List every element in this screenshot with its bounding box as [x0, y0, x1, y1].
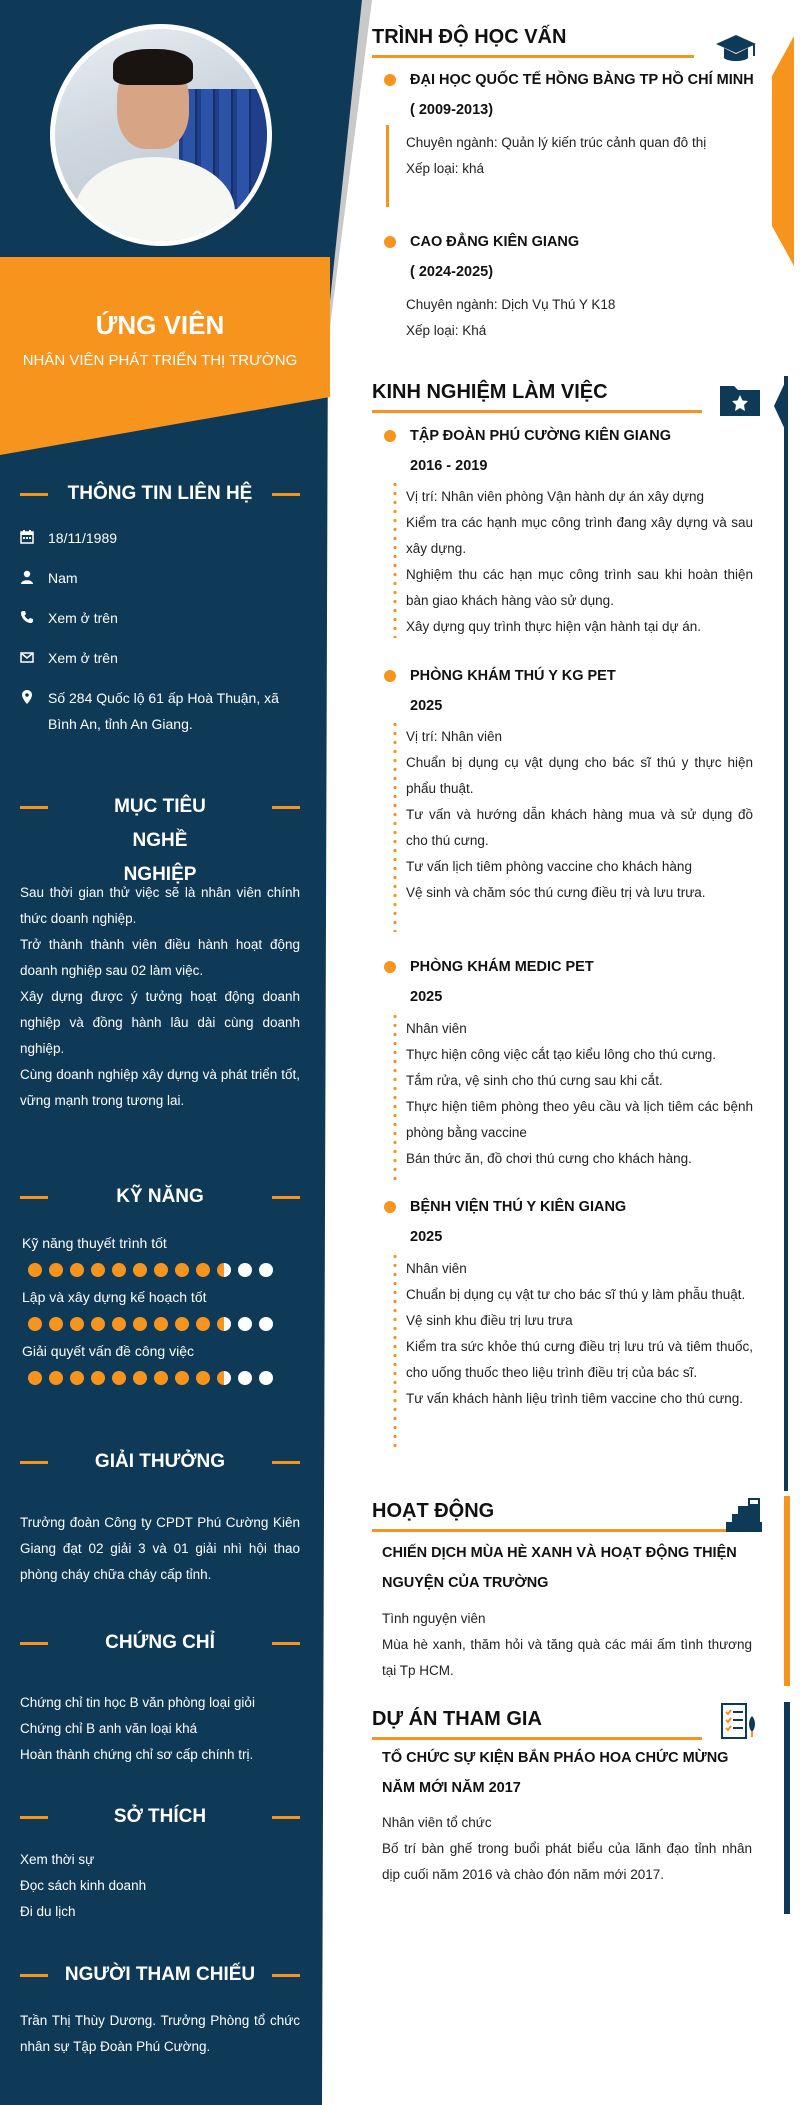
skill-dot	[112, 1317, 126, 1331]
entry-bullet	[384, 961, 396, 973]
avatar	[50, 24, 272, 246]
skill-dot	[238, 1317, 252, 1331]
experience-period: 2025	[410, 698, 443, 714]
skill-dot	[133, 1263, 147, 1277]
skill-dot	[238, 1371, 252, 1385]
activity-title: CHIẾN DỊCH MÙA HÈ XANH VÀ HOẠT ĐỘNG THIỆN NGUYỆN CỦA TRƯỜNG	[382, 1545, 737, 1591]
experience-details: Nhân viên Thực hiện công việc cắt tạo kiểu lông cho thú cưng. Tắm rửa, vệ sinh cho thú cưng sau khi cắt. Thực hiện tiêm phòng theo yêu cầu và lịch tiêm các bệnh phòng bằng vaccine Bán thức ăn, đồ chơi thú cưng cho khách hàng.	[406, 1021, 753, 1166]
entry-dotted-line	[393, 1252, 397, 1452]
phone-value[interactable]: Xem ở trên	[48, 610, 118, 626]
skill-dot	[217, 1371, 231, 1385]
skill-dot	[91, 1371, 105, 1385]
skill-dot	[196, 1317, 210, 1331]
objective-heading: MỤC TIÊU NGHỀ NGHIỆP	[20, 790, 300, 892]
skill-dot	[196, 1371, 210, 1385]
skill-dot	[175, 1371, 189, 1385]
email-value[interactable]: Xem ở trên	[48, 650, 118, 666]
experience-company: BỆNH VIỆN THÚ Y KIÊN GIANG	[410, 1199, 627, 1215]
entry-dotted-line	[393, 1012, 397, 1182]
education-period: ( 2009-2013)	[410, 102, 494, 118]
skill-dot	[70, 1371, 84, 1385]
education-details: Chuyên ngành: Dịch Vụ Thú Y K18 Xếp loại: Khá	[406, 297, 616, 338]
project-title: TỔ CHỨC SỰ KIỆN BẮN PHÁO HOA CHỨC MỪNG NĂM MỚI NĂM 2017	[382, 1750, 729, 1796]
experience-details: Nhân viên Chuẩn bị dụng cụ vật tư cho bác sĩ thú y làm phẫu thuật. Vệ sinh khu điều trị lưu trưa Kiểm tra sức khỏe thú cưng điều trị lưu trú và tiêm thuốc, cho uống thuốc theo liệu trình điều trị của bác sĩ. Tư vấn khách hành liệu trình tiêm vaccine cho thú cưng.	[406, 1261, 753, 1406]
experience-period: 2025	[410, 989, 443, 1005]
skill-dot	[154, 1371, 168, 1385]
skills-heading: KỸ NĂNG	[20, 1180, 300, 1214]
skill-dot	[259, 1371, 273, 1385]
skill-dot	[70, 1263, 84, 1277]
skill-dot	[28, 1263, 42, 1277]
experience-company: TẬP ĐOÀN PHÚ CƯỜNG KIÊN GIANG	[410, 428, 671, 444]
section-rule	[372, 1737, 702, 1740]
address-row	[20, 685, 310, 737]
experience-heading: KINH NGHIỆM LÀM VIỆC	[372, 381, 608, 403]
section-rule	[372, 1529, 732, 1532]
entry-dotted-line	[393, 480, 397, 638]
certificates-text: Chứng chỉ tin học B văn phòng loại giỏi Chứng chỉ B anh văn loại khá Hoàn thành chứng chỉ sơ cấp chính trị.	[20, 1695, 255, 1762]
projects-heading: DỰ ÁN THAM GIA	[372, 1708, 542, 1730]
experience-company: PHÒNG KHÁM THÚ Y KG PET	[410, 668, 616, 684]
skill-dot	[217, 1263, 231, 1277]
awards-heading: GIẢI THƯỞNG	[20, 1445, 300, 1479]
profile-photo	[55, 29, 267, 241]
objective-text: Sau thời gian thử việc sẽ là nhân viên chính thức doanh nghiệp. Trở thành thành viên điều hành hoạt động doanh nghiệp sau 02 làm việc. Xây dựng được ý tưởng hoạt động doanh nghiệp và đồng hành lâu dài cùng doanh nghiệp. Cùng doanh nghiệp xây dựng và phát triển tốt, vững mạnh trong tương lai.	[20, 885, 300, 1108]
gender-value: Nam	[48, 570, 78, 586]
education-school: ĐẠI HỌC QUỐC TẾ HỒNG BÀNG TP HỒ CHÍ MINH	[410, 72, 754, 88]
certificates-heading: CHỨNG CHỈ	[20, 1626, 300, 1660]
entry-dotted-line	[393, 720, 397, 932]
section-rule	[372, 55, 694, 58]
entry-line	[386, 125, 389, 207]
hobbies-heading: SỞ THÍCH	[20, 1800, 300, 1834]
skill-dot	[49, 1263, 63, 1277]
skill-label: Giải quyết vấn đề công việc	[22, 1343, 194, 1359]
education-details: Chuyên ngành: Quản lý kiến trúc cảnh quan đô thị Xếp loại: khá	[406, 135, 707, 176]
skill-dot	[49, 1317, 63, 1331]
activity-details: Tình nguyện viên Mùa hè xanh, thăm hỏi và tăng quà các mái ấm tình thương tại Tp HCM.	[382, 1611, 752, 1678]
skill-dot	[133, 1371, 147, 1385]
address-value: Số 284 Quốc lộ 61 ấp Hoà Thuận, xã Bình An, tỉnh An Giang.	[48, 690, 279, 732]
entry-bullet	[384, 74, 396, 86]
skill-dot	[112, 1371, 126, 1385]
email-row	[20, 645, 310, 671]
calendar-icon	[20, 530, 34, 544]
experience-side-bar	[784, 376, 788, 1491]
podium-icon	[722, 1496, 766, 1536]
skill-dot	[91, 1317, 105, 1331]
skill-dot	[154, 1263, 168, 1277]
experience-details: Vị trí: Nhân viên phòng Vận hành dự án xây dựng Kiểm tra các hạnh mục công trình đang xây dựng và sau xây dựng. Nghiệm thu các hạn mục công trình sau khi hoàn thiện bàn giao khách hàng vào sử dụng. Xây dựng quy trình thực hiện vận hành tại dự án.	[406, 489, 753, 634]
skill-dot	[70, 1317, 84, 1331]
experience-period: 2016 - 2019	[410, 458, 488, 474]
experience-details: Vị trí: Nhân viên Chuẩn bị dụng cụ vật dụng cho bác sĩ thú y thực hiện phẩu thuật. Tư vấn và hướng dẫn khách hàng mua và sử dụng đồ cho thú cưng. Tư vấn lịch tiêm phòng vaccine cho khách hàng Vệ sinh và chăm sóc thú cưng điều trị và lưu trưa.	[406, 729, 753, 900]
education-heading: TRÌNH ĐỘ HỌC VẤN	[372, 26, 567, 48]
mail-icon	[20, 650, 34, 664]
skill-dot	[196, 1263, 210, 1277]
skill-dot	[28, 1371, 42, 1385]
experience-period: 2025	[410, 1229, 443, 1245]
education-school: CAO ĐẲNG KIÊN GIANG	[410, 234, 580, 250]
education-side-tab	[772, 36, 794, 266]
checklist-rocket-icon	[718, 1702, 762, 1742]
skill-dot	[217, 1317, 231, 1331]
skill-dot	[175, 1263, 189, 1277]
entry-bullet	[384, 670, 396, 682]
folder-star-icon	[718, 380, 762, 420]
activities-side-bar	[784, 1496, 790, 1686]
experience-company: PHÒNG KHÁM MEDIC PET	[410, 959, 594, 975]
gender-row	[20, 565, 310, 591]
awards-text: Trưởng đoàn Công ty CPDT Phú Cường Kiên Giang đạt 02 giải 3 và 01 giải nhì hội thao phòng cháy chữa cháy cấp tỉnh.	[20, 1515, 300, 1582]
skill-dot	[154, 1317, 168, 1331]
birthday-value: 18/11/1989	[48, 530, 118, 546]
candidate-title: NHÂN VIÊN PHÁT TRIỂN THỊ TRƯỜNG	[22, 352, 298, 369]
education-period: ( 2024-2025)	[410, 264, 494, 280]
skill-dot	[259, 1317, 273, 1331]
candidate-name: ỨNG VIÊN	[95, 310, 225, 340]
graduation-cap-icon	[714, 30, 758, 70]
references-text: Trần Thị Thùy Dương. Trưởng Phòng tổ chức nhân sự Tập Đoàn Phú Cường.	[20, 2013, 300, 2054]
contact-heading: THÔNG TIN LIÊN HỆ	[20, 477, 300, 511]
skill-dot	[175, 1317, 189, 1331]
user-icon	[20, 570, 34, 584]
skill-dot	[49, 1371, 63, 1385]
skill-dot	[28, 1317, 42, 1331]
phone-icon	[20, 610, 34, 624]
skill-dot	[91, 1263, 105, 1277]
projects-side-bar	[784, 1702, 790, 1914]
skill-label: Lập và xây dựng kế hoạch tốt	[22, 1289, 207, 1305]
birthday-row	[20, 525, 310, 551]
skill-dot	[112, 1263, 126, 1277]
location-pin-icon	[20, 690, 34, 704]
skill-dot	[238, 1263, 252, 1277]
entry-bullet	[384, 1201, 396, 1213]
entry-bullet	[384, 430, 396, 442]
skill-dot	[259, 1263, 273, 1277]
skill-dot	[133, 1317, 147, 1331]
hobbies-text: Xem thời sự Đọc sách kinh doanh Đi du lịch	[20, 1852, 147, 1919]
entry-bullet	[384, 236, 396, 248]
activities-heading: HOẠT ĐỘNG	[372, 1500, 495, 1522]
skill-label: Kỹ năng thuyết trình tốt	[22, 1235, 167, 1251]
section-rule	[372, 410, 702, 413]
references-heading: NGƯỜI THAM CHIẾU	[20, 1958, 300, 1992]
project-details: Nhân viên tổ chức Bố trí bàn ghế trong buổi phát biểu của lãnh đạo tỉnh nhân dịp cuối năm 2016 và chào đón năm mới 2017.	[382, 1815, 752, 1882]
experience-side-notch	[774, 376, 788, 436]
phone-row	[20, 605, 310, 631]
